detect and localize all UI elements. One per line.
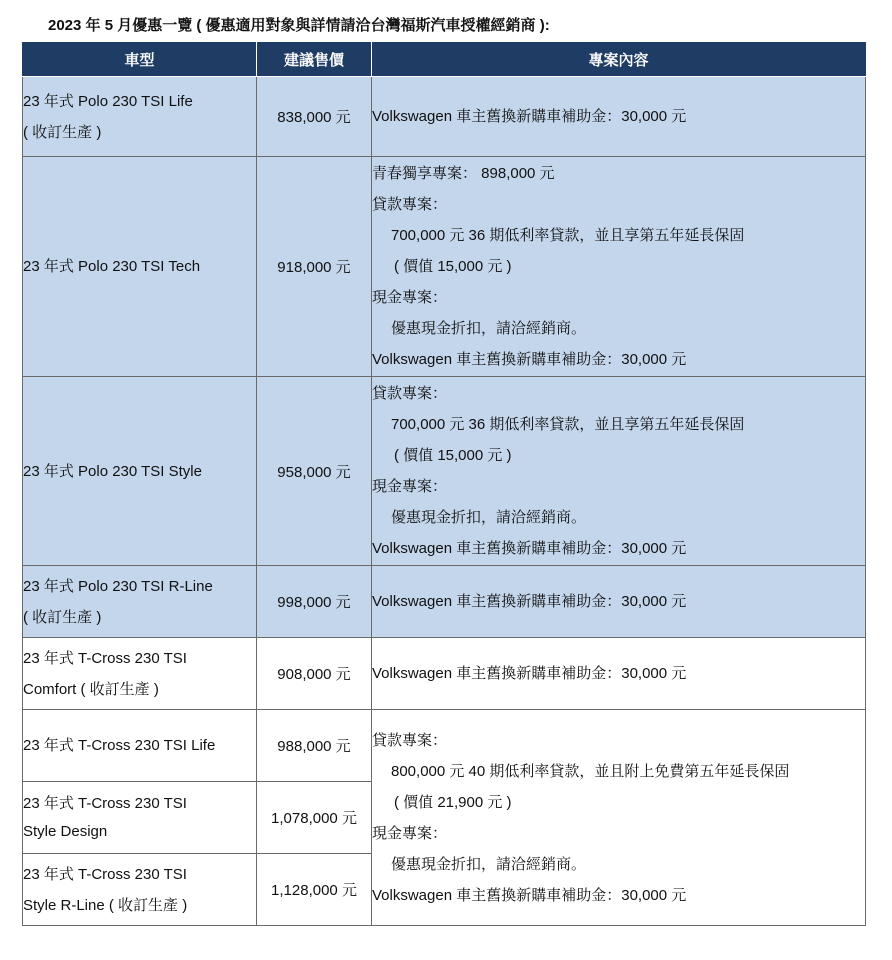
model-cell <box>23 566 257 638</box>
price-cell: 1,128,000 元 <box>257 854 372 926</box>
model-name: 23 年式 Polo 230 TSI Style <box>23 462 202 480</box>
detail-line: Volkswagen 車主舊換新購車補助金：30,000 元 <box>372 540 687 557</box>
model-cell <box>23 782 257 854</box>
detail-line: 現金專案： <box>372 824 448 842</box>
model-note: Style Design <box>23 822 108 840</box>
price-cell: 958,000 元 <box>257 377 372 566</box>
detail-line: Volkswagen 車主舊換新購車補助金：30,000 元 <box>372 351 687 368</box>
detail-line: ( 價值 15,000 元 ) <box>394 447 512 464</box>
model-name: 23 年式 T-Cross 230 TSI <box>23 865 187 883</box>
detail-cell-shared <box>372 710 866 926</box>
model-cell <box>23 77 257 157</box>
table-row <box>23 638 866 710</box>
price-cell: 918,000 元 <box>257 157 372 377</box>
price-cell: 998,000 元 <box>257 566 372 638</box>
detail-line: 貸款專案： <box>372 385 448 402</box>
detail-line: 青春獨享專案： 898,000 元 <box>372 165 555 182</box>
model-note: ( 收訂生產 ) <box>23 123 102 141</box>
detail-line: 現金專案： <box>372 289 448 306</box>
detail-line: 貸款專案： <box>372 196 448 213</box>
model-cell <box>23 854 257 926</box>
price-cell: 908,000 元 <box>257 638 372 710</box>
header-price: 建議售價 <box>257 43 372 77</box>
detail-cell <box>372 638 866 710</box>
model-note: Style R-Line ( 收訂生產 ) <box>23 896 188 914</box>
model-name: 23 年式 T-Cross 230 TSI <box>23 649 187 667</box>
detail-line: Volkswagen 車主舊換新購車補助金：30,000 元 <box>372 593 687 610</box>
model-name: 23 年式 T-Cross 230 TSI Life <box>23 737 216 754</box>
detail-line: Volkswagen 車主舊換新購車補助金：30,000 元 <box>372 886 687 904</box>
model-cell <box>23 377 257 566</box>
detail-line: ( 價值 21,900 元 ) <box>394 793 512 811</box>
detail-cell <box>372 77 866 157</box>
model-name: 23 年式 T-Cross 230 TSI <box>23 794 187 812</box>
detail-cell <box>372 157 866 377</box>
detail-line: ( 價值 15,000 元 ) <box>394 258 512 275</box>
detail-line: 現金專案： <box>372 478 448 495</box>
model-note: Comfort ( 收訂生產 ) <box>23 680 159 698</box>
detail-line: 優惠現金折扣，請洽經銷商。 <box>391 320 587 337</box>
detail-line: 700,000 元 36 期低利率貸款，並且享第五年延長保固 <box>391 227 745 244</box>
price-cell: 988,000 元 <box>257 710 372 782</box>
model-cell <box>23 157 257 377</box>
detail-line: 700,000 元 36 期低利率貸款，並且享第五年延長保固 <box>391 416 745 433</box>
model-name: 23 年式 Polo 230 TSI R-Line <box>23 577 213 595</box>
price-cell: 838,000 元 <box>257 77 372 157</box>
detail-line: 800,000 元 40 期低利率貸款，並且附上免費第五年延長保固 <box>391 762 790 780</box>
table-row <box>23 377 866 566</box>
detail-line: 優惠現金折扣，請洽經銷商。 <box>391 509 587 526</box>
table-row <box>23 77 866 157</box>
table-row <box>23 710 866 782</box>
document-title: 2023 年 5 月優惠一覽 ( 優惠適用對象與詳情請洽台灣福斯汽車授權經銷商 ): <box>48 17 550 34</box>
detail-line: 優惠現金折扣，請洽經銷商。 <box>391 855 587 873</box>
price-cell: 1,078,000 元 <box>257 782 372 854</box>
detail-line: Volkswagen 車主舊換新購車補助金：30,000 元 <box>372 665 687 682</box>
model-note: ( 收訂生產 ) <box>23 608 102 626</box>
promotion-table <box>22 42 866 926</box>
detail-line: Volkswagen 車主舊換新購車補助金：30,000 元 <box>372 108 687 125</box>
model-cell <box>23 638 257 710</box>
detail-cell <box>372 377 866 566</box>
table-row <box>23 157 866 377</box>
detail-line: 貸款專案： <box>372 731 448 749</box>
model-cell <box>23 710 257 782</box>
detail-cell <box>372 566 866 638</box>
header-detail: 專案內容 <box>372 43 866 77</box>
table-header-row <box>23 43 866 77</box>
model-name: 23 年式 Polo 230 TSI Tech <box>23 258 201 275</box>
header-model: 車型 <box>23 43 257 77</box>
table-row <box>23 566 866 638</box>
model-name: 23 年式 Polo 230 TSI Life <box>23 92 193 110</box>
